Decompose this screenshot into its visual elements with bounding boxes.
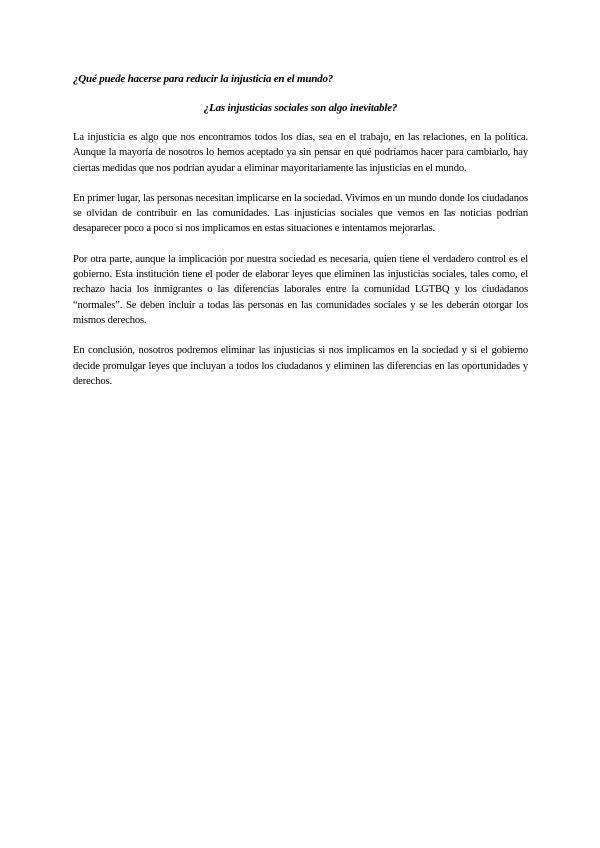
paragraph-first-point: En primer lugar, las personas necesitan implicarse en la sociedad. Vivimos en un mundo donde los ciudadanos se olvidan de contribuir en las comunidades. Las injusticias sociales que vemos en las noticias podrían desaparecer poco a poco si nos implicamos en estas situaciones e intentamos mejorarlas. — [73, 192, 528, 235]
document-body — [73, 72, 528, 389]
document-subtitle: ¿Las injusticias sociales son algo inevitable? — [203, 102, 398, 114]
document-title: ¿Qué puede hacerse para reducir la injusticia en el mundo? — [73, 73, 334, 85]
paragraph-conclusion: En conclusión, nosotros podremos eliminar las injusticias si nos implicamos en la sociedad y si el gobierno decide promulgar leyes que incluyan a todos los ciudadanos y eliminen las diferencias en las oportunidades y derechos. — [73, 345, 528, 387]
paragraph-introduction: La injusticia es algo que nos encontramos todos los días, sea en el trabajo, en las relaciones, en la política. Aunque la mayoría de nosotros lo hemos aceptado ya sin pensar en qué podríamos hacer para cambiarlo, hay ciertas medidas que nos podrían ayudar a eliminar mayoritariamente las injusticias en el mundo. — [73, 132, 528, 174]
paragraph-second-point: Por otra parte, aunque la implicación por nuestra sociedad es necesaria, quien tiene el verdadero control es el gobierno. Esta institución tiene el poder de elaborar leyes que eliminen las injusticias sociales, tales como, el rechazo hacia los inmigrantes o las diferencias laborales entre la comunidad LGTBQ y los ciudadanos “normales”. Se deben incluir a todas las personas en las comunidades sociales y se les deberán otorgar los mismos derechos. — [73, 253, 528, 326]
